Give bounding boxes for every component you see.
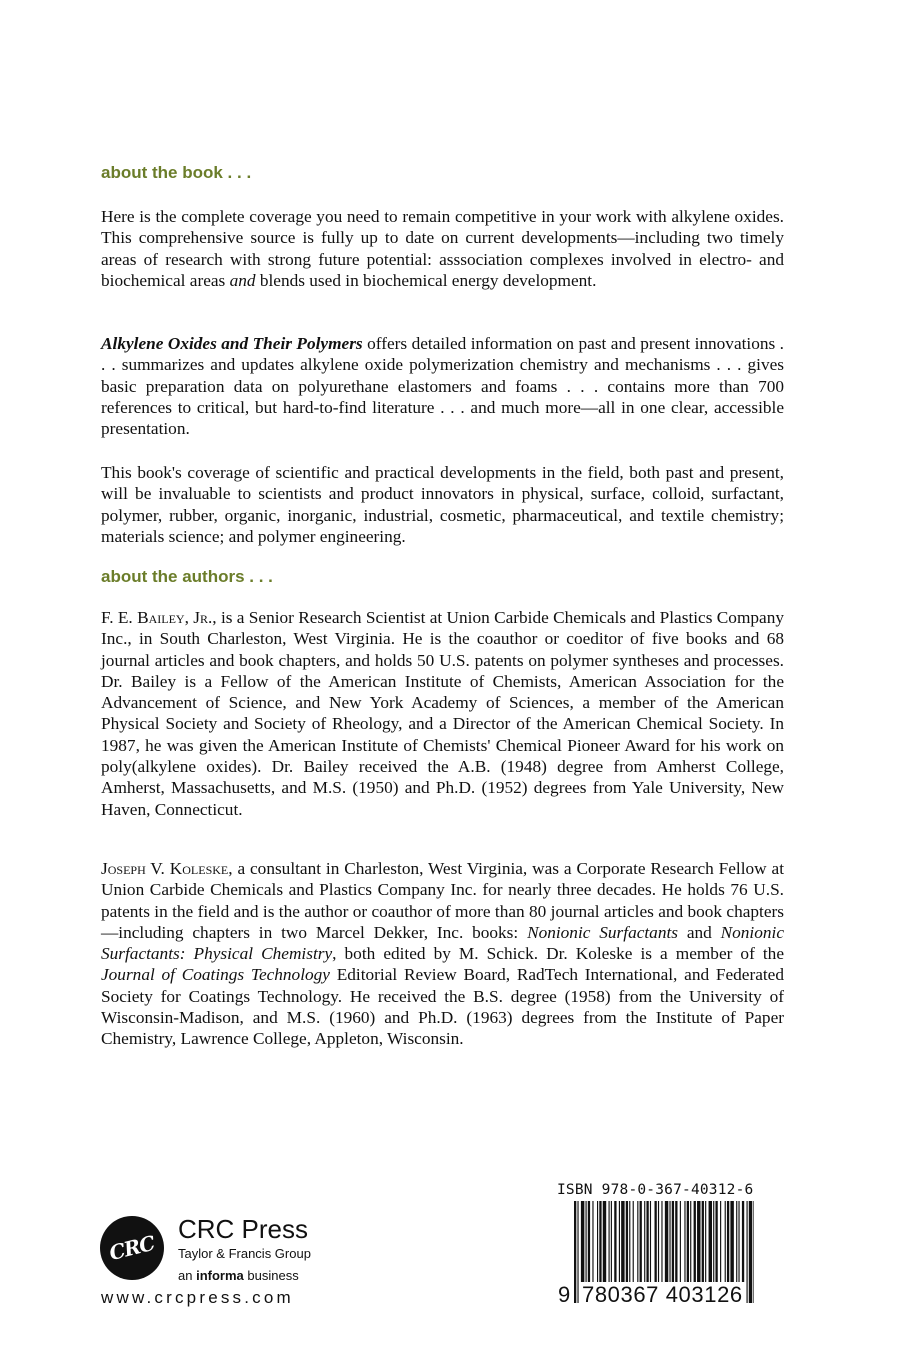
about-book-paragraph-3: This book's coverage of scientific and practical developments in the field, both past and present, will be invaluable to scientists and product innovators in physical, surface, colloid, surfactant, polymer, rubber, organic, inorganic, industrial, cosmetic, pharmaceutical, and textile chemistry; materials science; and polymer engineering.: [101, 463, 784, 546]
author-name-bailey: F. E. Bailey, Jr.,: [101, 608, 217, 627]
about-book-heading: about the book . . .: [101, 163, 252, 182]
author-bio-koleske: Joseph V. Koleske, a consultant in Charleston, West Virginia, was a Corporate Research Fellow at Union Carbide Chemicals and Plastics Company Inc. for nearly three decades. He holds 76 U.S. patents in the field and is the author or coauthor of more than 80 journal articles and book chapters—including chapters in two Marcel Dekker, Inc. books: Nonionic Surfactants and Nonionic Surfactants: Physical Chemistry, both edited by M. Schick. Dr. Koleske is a member of the Journal of Coatings Technology Editorial Review Board, RadTech International, and Federated Society for Coatings Technology. He received the B.S. degree (1958) from the University of Wisconsin-Madison, and M.S. (1960) and Ph.D. (1963) degrees from the Institute of Paper Chemistry, Lawrence College, Appleton, Wisconsin.: [101, 859, 784, 1049]
publisher-business: an informa business: [178, 1268, 299, 1283]
barcode-bar: [749, 1201, 752, 1303]
isbn-label: ISBN 978-0-367-40312-6: [557, 1182, 754, 1198]
publisher-name: CRC Press: [178, 1214, 309, 1244]
about-authors-heading: about the authors . . .: [101, 567, 273, 586]
crc-logo-icon: CRC: [100, 1216, 164, 1280]
publisher-url: www.crcpress.com: [101, 1288, 294, 1307]
barcode-bar: [747, 1201, 748, 1303]
author-bio-bailey: F. E. Bailey, Jr., is a Senior Research Scientist at Union Carbide Chemicals and Plastics Company Inc., in South Charleston, West Virginia. He is the coauthor or coeditor of five books and 68 journal articles and book chapters, and holds 50 U.S. patents on polymer syntheses and processes. Dr. Bailey is a Fellow of the American Institute of Chemists, American Association for the Advancement of Science, and New York Academy of Sciences, a member of the American Physical Society and Society of Rheology, and a Director of the American Chemical Society. In 1987, he was given the American Institute of Chemists' Chemical Pioneer Award for his work on poly(alkylene oxides). Dr. Bailey received the A.B. (1948) degree from Amherst College, Amherst, Massachusetts, and M.S. (1950) and Ph.D. (1952) degrees from Yale University, New Haven, Connecticut.: [101, 608, 784, 819]
barcode-bar: [577, 1201, 578, 1303]
about-book-paragraph-1: Here is the complete coverage you need to remain competitive in your work with alkylene oxides. This comprehensive source is fully up to date on current developments—including two timely areas of research with strong future potential: asssociation complexes involved in electro- and biochemical areas and blends used in biochemical energy development.: [101, 207, 784, 290]
publisher-group: Taylor & Francis Group: [178, 1246, 311, 1261]
about-book-paragraph-2: Alkylene Oxides and Their Polymers offers detailed information on past and present innovations . . . summarizes and updates alkylene oxide polymerization chemistry and mechanisms . . . gives basic preparation data on polyurethane elastomers and foams . . . contains more than 700 references to critical, but hard-to-find literature . . . and much more—all in one clear, accessible presentation.: [101, 334, 784, 439]
author-name-koleske: Joseph V. Koleske,: [101, 859, 233, 878]
book-title: Alkylene Oxides and Their Polymers: [101, 334, 363, 353]
barcode-bar: [753, 1201, 754, 1303]
barcode-bar: [574, 1201, 576, 1303]
